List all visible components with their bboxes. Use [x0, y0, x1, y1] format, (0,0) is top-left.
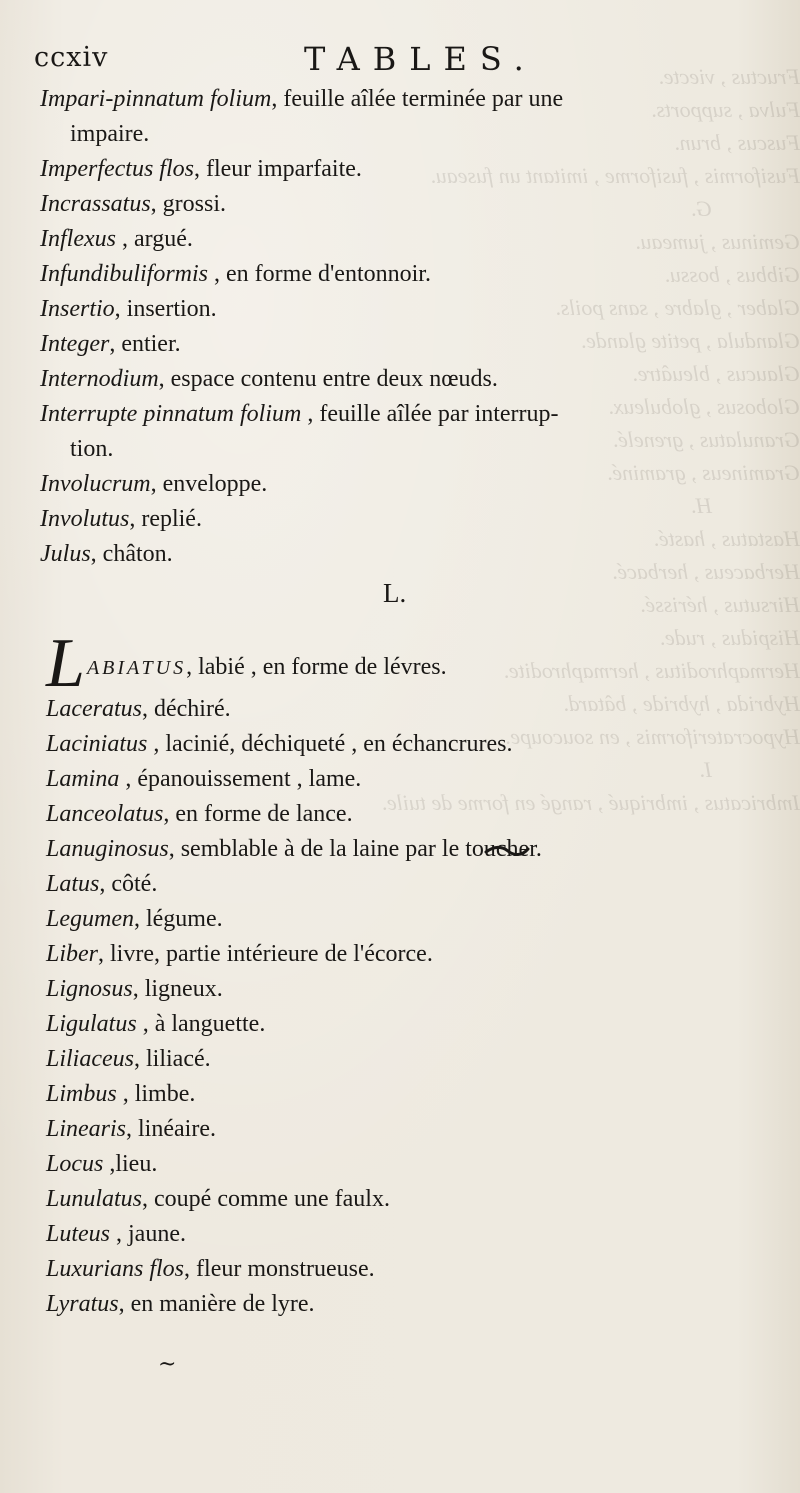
french-definition: , livre, partie intérieure de l'écorce.: [98, 941, 433, 967]
latin-term: Laciniatus: [46, 731, 148, 757]
french-definition: , ligneux.: [132, 976, 223, 1002]
french-definition: , linéaire.: [126, 1116, 216, 1142]
glossary-entry: [46, 1182, 786, 1217]
section-heading: L.: [383, 578, 407, 608]
page-number: ccxiv: [34, 42, 109, 73]
latin-term: Impari-pinnatum folium: [40, 86, 272, 112]
latin-term: Imperfectus flos: [40, 156, 194, 182]
french-definition: , limbe.: [116, 1081, 196, 1107]
french-definition: , semblable à de la laine par le toucher.: [168, 836, 542, 862]
glossary-entry: [46, 867, 786, 902]
glossary-entry: [46, 1287, 786, 1322]
glossary-entry: [46, 1147, 786, 1182]
french-definition: ,lieu.: [103, 1151, 158, 1177]
glossary-entry: [40, 397, 770, 432]
glossary-section-l: [46, 625, 786, 1322]
latin-term: Linearis: [46, 1116, 127, 1142]
latin-term: Lunulatus: [46, 1186, 143, 1212]
latin-term: Lanceolatus: [46, 801, 164, 827]
latin-term: Locus: [46, 1151, 104, 1177]
latin-term: Incrassatus: [40, 191, 151, 217]
french-definition: , argué.: [115, 226, 193, 252]
french-definition: , coupé comme une faulx.: [142, 1186, 390, 1212]
glossary-entry: [46, 1042, 786, 1077]
latin-term: Insertio: [40, 296, 115, 322]
french-definition: , grossi.: [150, 191, 227, 217]
glossary-entry: [46, 727, 786, 762]
glossary-entry: [46, 797, 786, 832]
glossary-entry: [46, 1112, 786, 1147]
french-definition: , lacinié, déchiqueté , en échancrures.: [147, 731, 513, 757]
drop-cap: L: [46, 625, 85, 702]
french-definition: , replié.: [129, 506, 202, 532]
french-definition: , côté.: [99, 871, 158, 897]
latin-term: Lamina: [46, 766, 120, 792]
glossary-entry: [46, 902, 786, 937]
glossary-entry: [46, 832, 786, 867]
french-definition: , en forme de lance.: [163, 801, 353, 827]
latin-term: Liber: [46, 941, 99, 967]
running-title: TABLES.: [304, 40, 537, 78]
french-definition: impaire.: [70, 121, 150, 147]
ink-flourish-mark: [484, 844, 530, 858]
glossary-entry: [40, 467, 770, 502]
latin-term: Involucrum: [40, 471, 151, 497]
glossary-entry: [40, 362, 770, 397]
french-definition: , fleur monstrueuse.: [184, 1256, 375, 1282]
french-definition: , feuille aîlée terminée par une: [271, 86, 564, 112]
glossary-entry: [40, 222, 770, 257]
glossary-entry: [40, 152, 770, 187]
french-definition: , fleur imparfaite.: [193, 156, 362, 182]
french-definition: , jaune.: [110, 1221, 186, 1247]
glossary-entry: [46, 692, 786, 727]
french-definition: tion.: [70, 436, 114, 462]
glossary-entry: [46, 937, 786, 972]
glossary-entry: [40, 327, 770, 362]
glossary-entry: [46, 1252, 786, 1287]
latin-term: Infundibuliformis: [40, 261, 209, 287]
glossary-entry: [46, 1077, 786, 1112]
latin-term: Integer: [40, 331, 110, 357]
latin-term: Ligulatus: [46, 1011, 137, 1037]
french-definition: , châton.: [90, 541, 173, 567]
french-definition: , insertion.: [114, 296, 217, 322]
glossary-entry: [46, 972, 786, 1007]
latin-term: Liliaceus: [46, 1046, 134, 1072]
french-definition: , à languette.: [136, 1011, 266, 1037]
glossary-entry-continuation: [40, 117, 770, 152]
french-definition: , feuille aîlée par interrup-: [301, 401, 559, 427]
glossary-entry: [40, 257, 770, 292]
latin-term: Legumen: [46, 906, 134, 932]
latin-term: Luteus: [46, 1221, 111, 1247]
french-definition: , épanouissement , lame.: [119, 766, 362, 792]
french-definition: , en forme d'entonnoir.: [208, 261, 431, 287]
french-definition: , enveloppe.: [150, 471, 268, 497]
french-definition: , labié , en forme de lévres.: [186, 654, 447, 680]
french-definition: , légume.: [133, 906, 223, 932]
latin-term: Julus: [40, 541, 91, 567]
latin-term: Lignosus: [46, 976, 133, 1002]
glossary-entry: [40, 187, 770, 222]
glossary-entry: [46, 1217, 786, 1252]
glossary-entry: [40, 292, 770, 327]
glossary-entry: [46, 762, 786, 797]
latin-term: Luxurians flos: [46, 1256, 185, 1282]
glossary-entry: [40, 502, 770, 537]
french-definition: , entier.: [109, 331, 181, 357]
page-header: [34, 40, 774, 80]
glossary-entry-continuation: [40, 432, 770, 467]
bleed-through-text: Fructus , viecte. Fulva , supports. Fuscus , brun. Fusiformis , fusiforme , imitant un fuseau. G. Geminus , jumeau. Gibbus , bossu. Glaber , glabre , sans poils. Glandula , petite glande. Glaucus , bleuâtre. Globosus , globuleux. Granulatus , grenelé. Gramineus , graminé. H. Hastatus , hasté. Herbaceus , herbacé. Hirsutus , hérissé. Hispidus , rude. Hermaphroditus , hermaphrodite. Hybrida , hybride , bâtard. Hypocrateriformis , en soucoupe. I. Imbricatus , imbriqué , rangé en forme de tuile.: [381, 64, 800, 815]
latin-term: Lyratus: [46, 1291, 119, 1317]
glossary-entry: [40, 82, 770, 117]
latin-term: Lanuginosus: [46, 836, 169, 862]
latin-term: ABIATUS: [86, 657, 187, 679]
glossary-section-i: [40, 82, 770, 572]
glossary-entry: [40, 537, 770, 572]
latin-term: Limbus: [46, 1081, 117, 1107]
french-definition: , déchiré.: [142, 696, 231, 722]
latin-term: Interrupte pinnatum folium: [40, 401, 302, 427]
french-definition: , en manière de lyre.: [118, 1291, 315, 1317]
glossary-entry: [46, 625, 786, 702]
footer-mark: ~: [158, 1352, 177, 1377]
latin-term: Laceratus: [46, 696, 142, 722]
latin-term: Involutus: [40, 506, 130, 532]
french-definition: , espace contenu entre deux nœuds.: [158, 366, 498, 392]
glossary-entry: [46, 1007, 786, 1042]
latin-term: Internodium: [40, 366, 159, 392]
latin-term: Inflexus: [40, 226, 116, 252]
latin-term: Latus: [46, 871, 100, 897]
french-definition: , liliacé.: [134, 1046, 211, 1072]
